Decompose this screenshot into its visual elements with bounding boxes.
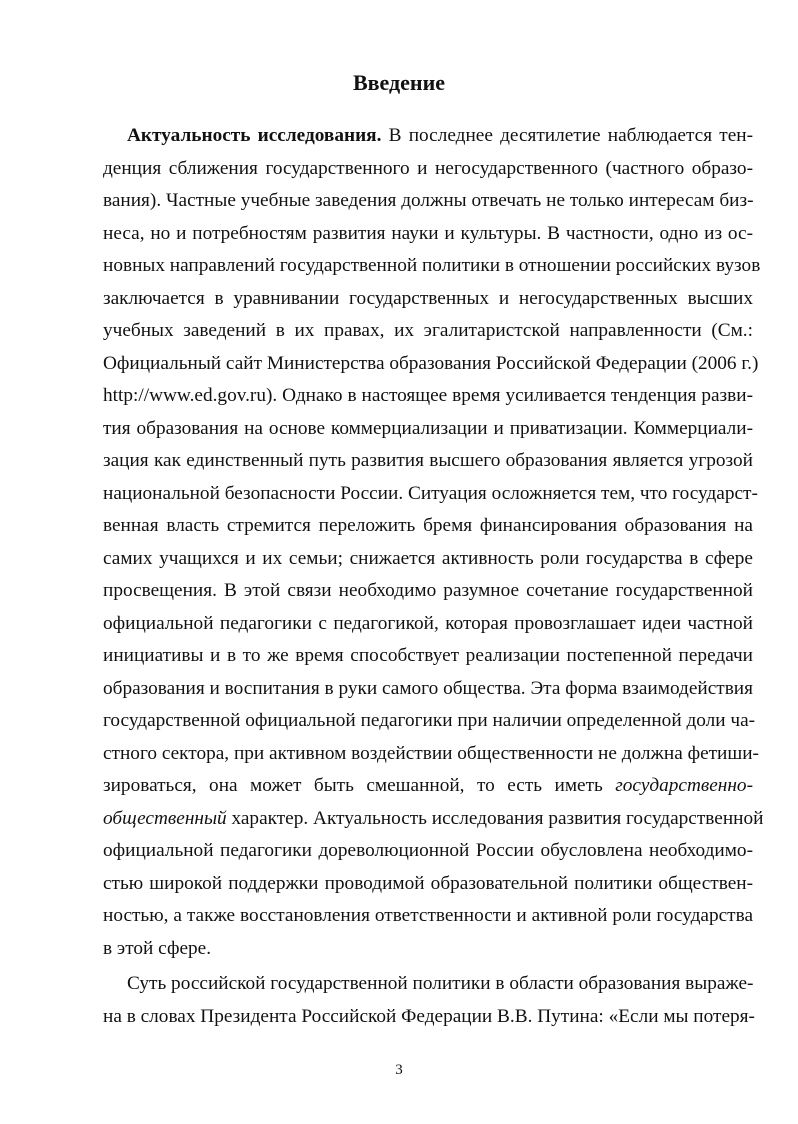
text-line: стного сектора, при активном воздействии общественности не должна фетиши- (103, 742, 759, 764)
text-line: образования и воспитания в руки самого общества. Эта форма взаимодействия (103, 677, 753, 699)
text-line: на в словах Президента Российской Федерации В.В. Путина: «Если мы потеря- (103, 1005, 755, 1027)
text-line: http://www.ed.gov.ru). Однако в настоящее время усиливается тенденция разви- (103, 385, 753, 406)
text-line: национальной безопасности России. Ситуация осложняется тем, что государст- (103, 482, 758, 504)
page-number: 3 (395, 1062, 403, 1078)
text-line: в этой сфере. (103, 937, 212, 959)
text-line: официальной педагогики с педагогикой, которая провозглашает идеи частной (103, 612, 753, 634)
text-line: Официальный сайт Министерства образования Российской Федерации (2006 г.) (103, 352, 759, 374)
text-line: самих учащихся и их семьи; снижается активность роли государства в сфере (103, 547, 753, 569)
text-line: тия образования на основе коммерциализации и приватизации. Коммерциали- (103, 417, 753, 439)
text-line: официальной педагогики дореволюционной России обусловлена необходимо- (103, 840, 753, 861)
italic-term: общественный (103, 807, 227, 829)
paragraph-relevance (103, 120, 764, 965)
text-line: государственной официальной педагогики при наличии определенной доли ча- (103, 710, 756, 731)
text-line: неса, но и потребностям развития науки и культуры. В частности, одно из ос- (103, 222, 753, 244)
text-line: заключается в уравнивании государственных и негосударственных высших (103, 287, 753, 309)
text-line: зация как единственный путь развития высшего образования является угрозой (103, 450, 753, 471)
paragraph-policy (103, 968, 753, 1033)
italic-term: государственно- (615, 775, 753, 796)
text-line: общественный характер. Актуальность исследования развития государственной (103, 807, 764, 829)
text-line: зироваться, она может быть смешанной, то есть иметь государственно- (103, 775, 753, 796)
text-line: Актуальность исследования. В последнее десятилетие наблюдается тен- (127, 125, 753, 146)
text-line: венная власть стремится переложить бремя финансирования образования на (103, 515, 753, 536)
text-line: Суть российской государственной политики в области образования выраже- (127, 973, 754, 994)
text-line: инициативы и в то же время способствует реализации постепенной передачи (103, 645, 753, 666)
text-line: новных направлений государственной политики в отношении российских вузов (103, 255, 761, 276)
lead-heading: Актуальность исследования. (127, 125, 382, 146)
text-line: ностью, а также восстановления ответственности и активной роли государства (103, 905, 753, 926)
page-title: Введение (352, 70, 446, 95)
text-line: стью широкой поддержки проводимой образовательной политики обществен- (103, 872, 753, 894)
text-line: вания). Частные учебные заведения должны отвечать не только интересам биз- (103, 190, 754, 211)
text-line: денция сближения государственного и негосударственного (частного образо- (103, 157, 753, 179)
text-line: просвещения. В этой связи необходимо разумное сочетание государственной (103, 580, 753, 601)
text-line: учебных заведений в их правах, их эгалитаристской направленности (См.: (103, 320, 753, 341)
